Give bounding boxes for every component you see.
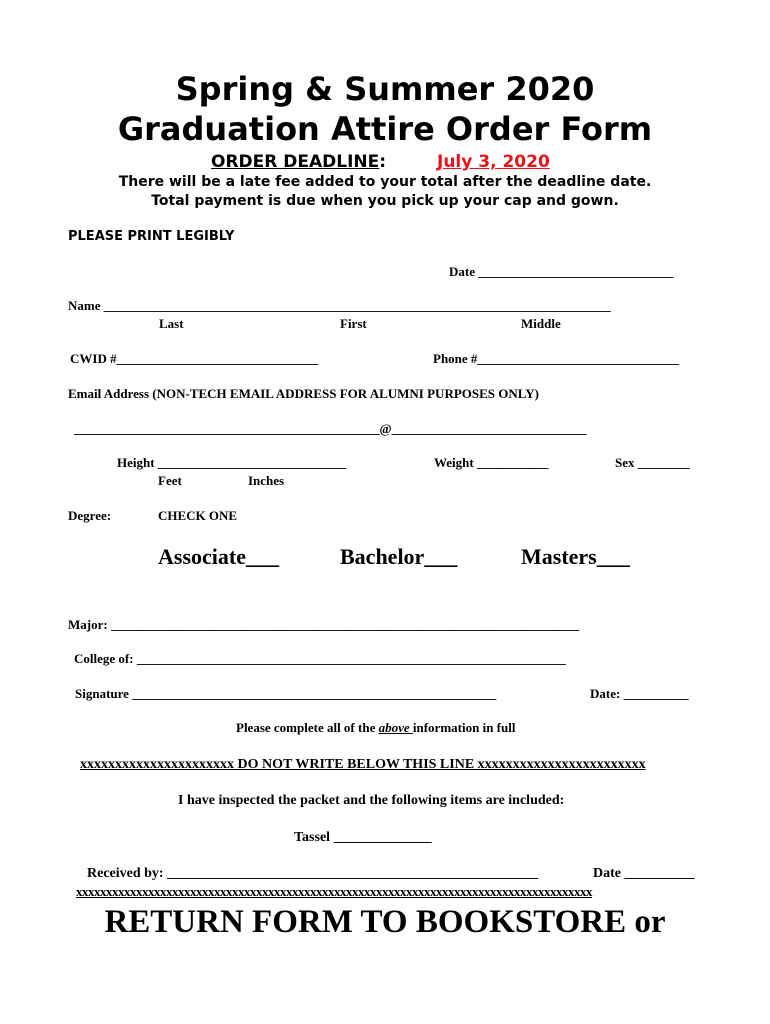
complete-instruction <box>236 720 515 736</box>
received-date-blank[interactable]: __________ <box>624 866 695 881</box>
signature-date-label: Date: <box>590 686 621 701</box>
form-title-line1: Spring & Summer 2020 <box>175 70 595 108</box>
inspected-statement: I have inspected the packet and the following items are included: <box>178 793 565 808</box>
name-first-label: First <box>340 316 367 331</box>
degree-option-bachelor[interactable]: Bachelor___ <box>340 544 458 569</box>
return-form-heading: RETURN FORM TO BOOKSTORE or <box>104 904 666 940</box>
received-date-label: Date <box>593 866 621 881</box>
name-middle-label: Middle <box>521 316 561 331</box>
signature-label: Signature <box>75 686 129 701</box>
x-divider-line: xxxxxxxxxxxxxxxxxxxxxxxxxxxxxxxxxxxxxxxxxxxxxxxxxxxxxxxxxxxxxxxxxxxxxxxxxxxxxxxxxxxxxx <box>76 884 592 899</box>
name-last-label: Last <box>159 316 184 331</box>
cwid-field[interactable] <box>70 351 318 367</box>
tassel-blank[interactable]: ______________ <box>333 830 432 845</box>
date-label: Date <box>449 264 475 279</box>
name-field[interactable] <box>68 298 611 314</box>
college-field[interactable] <box>74 651 566 667</box>
signature-date-field[interactable] <box>590 686 689 702</box>
received-by-blank[interactable]: _____________________________________________________ <box>167 866 539 881</box>
tassel-label: Tassel <box>294 830 331 845</box>
college-blank[interactable]: __________________________________________________________________ <box>136 651 566 666</box>
print-legibly-note: PLEASE PRINT LEGIBLY <box>68 229 235 244</box>
height-label: Height <box>117 455 155 470</box>
height-inches-label: Inches <box>248 473 285 488</box>
weight-blank[interactable]: ___________ <box>476 455 549 470</box>
cwid-label: CWID # <box>70 351 117 366</box>
signature-field[interactable] <box>75 686 496 702</box>
received-by-label: Received by: <box>87 866 164 881</box>
received-by-field[interactable] <box>87 866 538 882</box>
phone-field[interactable] <box>433 351 679 367</box>
order-deadline <box>211 152 386 172</box>
complete-post: information in full <box>412 720 516 735</box>
form-title-line2: Graduation Attire Order Form <box>117 110 653 148</box>
major-field[interactable] <box>68 617 579 633</box>
major-label: Major: <box>68 617 108 632</box>
late-fee-note: There will be a late fee added to your total after the deadline date. <box>118 174 652 190</box>
received-date-field[interactable] <box>593 866 695 882</box>
date-field[interactable] <box>449 264 673 280</box>
degree-label: Degree: <box>68 508 112 523</box>
weight-field[interactable] <box>434 455 548 471</box>
name-label: Name <box>68 298 101 313</box>
complete-above: above <box>378 720 413 735</box>
signature-date-blank[interactable]: __________ <box>623 686 689 701</box>
phone-label: Phone # <box>433 351 478 366</box>
degree-option-masters[interactable]: Masters___ <box>521 544 630 569</box>
tassel-field[interactable] <box>294 830 432 846</box>
name-blank[interactable]: ______________________________________________________________________________ <box>103 298 611 313</box>
order-deadline-colon: : <box>379 152 387 172</box>
email-field[interactable] <box>74 421 587 437</box>
signature-blank[interactable]: ________________________________________________________ <box>132 686 497 701</box>
degree-option-associate[interactable]: Associate___ <box>158 544 279 569</box>
do-not-write-divider: xxxxxxxxxxxxxxxxxxxxxx DO NOT WRITE BELOW THIS LINE xxxxxxxxxxxxxxxxxxxxxxxx <box>80 757 646 772</box>
height-blank[interactable]: _____________________________ <box>157 455 347 470</box>
sex-label: Sex <box>615 455 635 470</box>
complete-pre: Please complete all of the <box>236 720 379 735</box>
major-blank[interactable]: ________________________________________________________________________ <box>110 617 579 632</box>
sex-blank[interactable]: ________ <box>637 455 690 470</box>
email-blank-right[interactable]: ______________________________ <box>391 421 587 436</box>
email-blank-left[interactable]: _______________________________________________ <box>74 421 380 436</box>
height-field[interactable] <box>117 455 346 471</box>
email-label: Email Address (NON-TECH EMAIL ADDRESS FOR ALUMNI PURPOSES ONLY) <box>68 386 539 401</box>
sex-field[interactable] <box>615 455 690 471</box>
college-label: College of: <box>74 651 134 666</box>
height-feet-label: Feet <box>158 473 182 488</box>
date-blank[interactable]: ______________________________ <box>478 264 674 279</box>
phone-blank[interactable]: _______________________________ <box>477 351 679 366</box>
order-deadline-date: July 3, 2020 <box>437 152 550 172</box>
email-at: @ <box>379 421 392 436</box>
check-one-label: CHECK ONE <box>158 508 238 523</box>
cwid-blank[interactable]: _______________________________ <box>116 351 319 366</box>
weight-label: Weight <box>434 455 474 470</box>
order-deadline-label: ORDER DEADLINE <box>211 152 380 172</box>
payment-note: Total payment is due when you pick up your cap and gown. <box>151 193 619 209</box>
